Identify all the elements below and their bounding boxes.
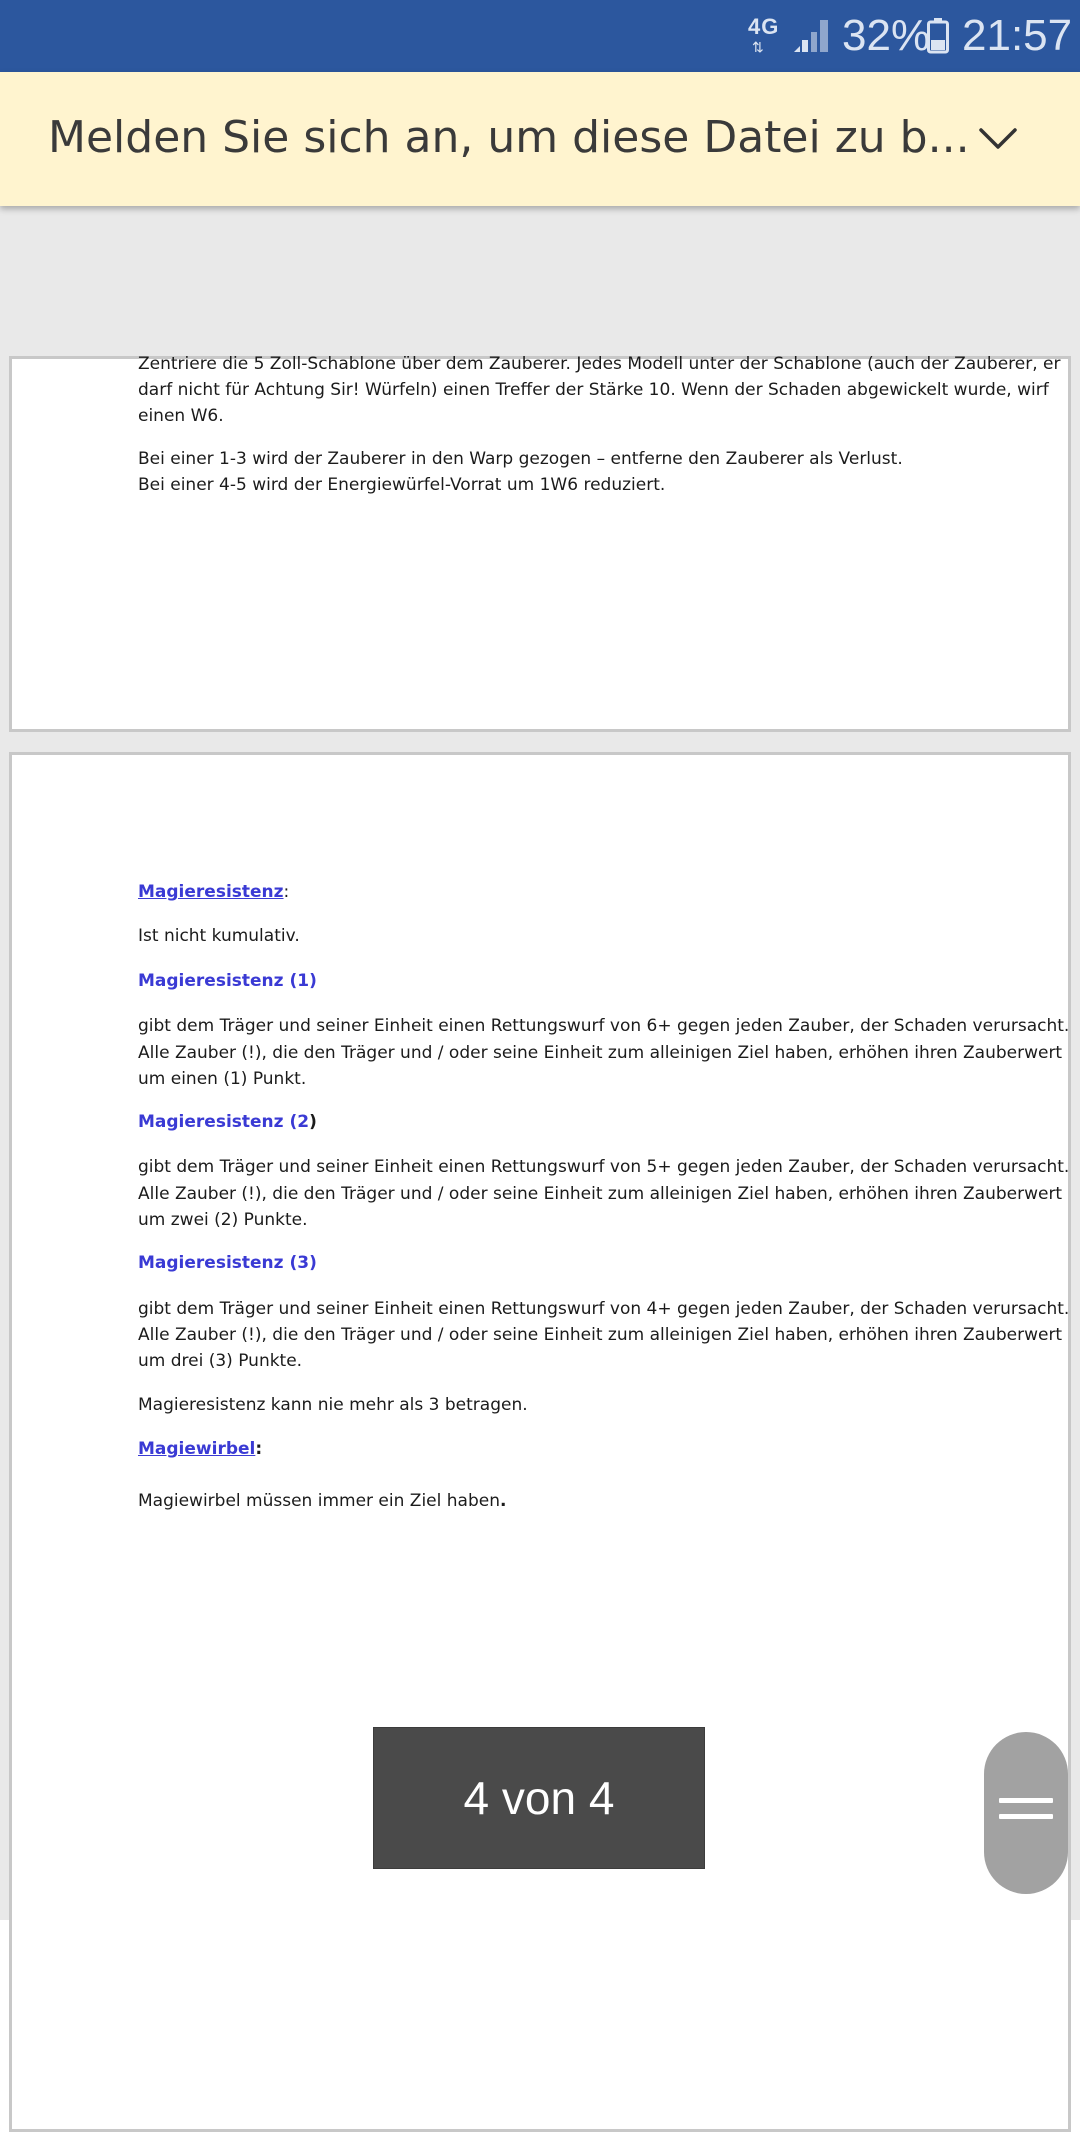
scroll-handle-icon[interactable] <box>984 1732 1068 1894</box>
page1-line-2: darf nicht für Achtung Sir! Würfeln) einen Treffer der Stärke 10. Wenn der Schaden abgewickelt wurde, wirf <box>138 380 1049 400</box>
signal-icon <box>792 16 830 54</box>
page1-line-1: Zentriere die 5 Zoll-Schablone über dem Zauberer. Jedes Modell unter der Schablone (auch der Zauberer, er <box>138 354 1061 374</box>
data-transfer-icon: 4G ⇅ <box>748 14 780 55</box>
sign-in-banner-text[interactable]: Melden Sie sich an, um diese Datei zu b... <box>48 112 970 163</box>
magieresistenz-heading: Magieresistenz: <box>138 882 290 902</box>
document-viewer[interactable] <box>0 206 1080 1920</box>
mr2-line-2: Alle Zauber (!), die den Träger und / oder seine Einheit zum alleinigen Ziel haben, erhöhen ihren Zauberwert <box>138 1184 1063 1204</box>
kumulativ-text: Ist nicht kumulativ. <box>138 926 300 946</box>
magiewirbel-link[interactable]: Magiewirbel <box>138 1439 256 1459</box>
page-indicator: 4 von 4 <box>373 1727 705 1869</box>
network-type: 4G <box>748 14 780 39</box>
mr1-heading: Magieresistenz (1) <box>138 971 317 991</box>
battery-icon <box>927 18 949 54</box>
document-page-3 <box>9 356 1071 732</box>
mr3-heading: Magieresistenz (3) <box>138 1253 317 1273</box>
mr3-line-3: um drei (3) Punkte. <box>138 1351 303 1371</box>
magiewirbel-text: Magiewirbel müssen immer ein Ziel haben. <box>138 1491 507 1511</box>
battery-percent: 32% <box>842 11 931 60</box>
mr1-line-1: gibt dem Träger und seiner Einheit einen Rettungswurf von 6+ gegen jeden Zauber, der Schaden verursacht. <box>138 1016 1070 1036</box>
magiewirbel-heading: Magiewirbel: <box>138 1439 263 1459</box>
page1-line-3: einen W6. <box>138 406 224 426</box>
mr3-line-1: gibt dem Träger und seiner Einheit einen Rettungswurf von 4+ gegen jeden Zauber, der Schaden verursacht. <box>138 1299 1070 1319</box>
magieresistenz-link[interactable]: Magieresistenz <box>138 882 284 902</box>
mr-max-text: Magieresistenz kann nie mehr als 3 betragen. <box>138 1395 528 1415</box>
clock: 21:57 <box>962 11 1073 60</box>
document-page-4 <box>9 752 1071 2132</box>
mr2-line-3: um zwei (2) Punkte. <box>138 1210 308 1230</box>
mr3-line-2: Alle Zauber (!), die den Träger und / oder seine Einheit zum alleinigen Ziel haben, erhöhen ihren Zauberwert <box>138 1325 1063 1345</box>
mr1-line-2: Alle Zauber (!), die den Träger und / oder seine Einheit zum alleinigen Ziel haben, erhöhen ihren Zauberwert <box>138 1043 1063 1063</box>
page1-line-4: Bei einer 1-3 wird der Zauberer in den Warp gezogen – entferne den Zauberer als Verlust. <box>138 449 903 469</box>
mr2-heading: Magieresistenz (2) <box>138 1112 317 1132</box>
mr2-line-1: gibt dem Träger und seiner Einheit einen Rettungswurf von 5+ gegen jeden Zauber, der Schaden verursacht. <box>138 1157 1070 1177</box>
page1-line-5: Bei einer 4-5 wird der Energiewürfel-Vorrat um 1W6 reduziert. <box>138 475 666 495</box>
chevron-down-icon[interactable] <box>978 126 1018 152</box>
status-bar <box>0 0 1080 72</box>
mr1-line-3: um einen (1) Punkt. <box>138 1069 307 1089</box>
sign-in-banner[interactable] <box>0 72 1080 206</box>
